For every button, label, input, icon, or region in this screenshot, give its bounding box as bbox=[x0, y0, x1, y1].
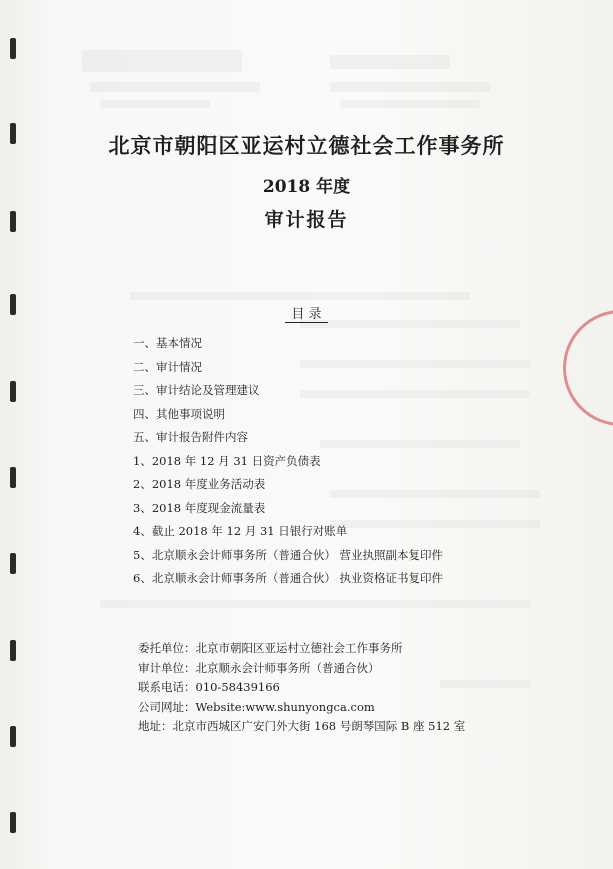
bleed-through-block bbox=[340, 100, 480, 108]
bleed-through-block bbox=[100, 600, 530, 608]
binding-hole bbox=[10, 467, 16, 488]
toc-item: 4、截止 2018 年 12 月 31 日银行对账单 bbox=[133, 524, 348, 538]
binding-hole bbox=[10, 553, 16, 574]
official-seal bbox=[563, 310, 613, 426]
client-line: 委托单位：北京市朝阳区亚运村立德社会工作事务所 bbox=[138, 641, 403, 655]
contact-info bbox=[138, 640, 465, 738]
firm-name-title: 北京市朝阳区亚运村立德社会工作事务所 bbox=[108, 133, 505, 158]
toc-item: 3、2018 年度现金流量表 bbox=[133, 500, 266, 515]
binding-hole bbox=[10, 381, 16, 402]
toc-item: 一、基本情况 bbox=[133, 336, 202, 350]
website-line: 公司网址：Website:www.shunyongca.com bbox=[138, 699, 375, 714]
toc-item: 五、审计报告附件内容 bbox=[133, 430, 248, 444]
phone-line: 联系电话：010-58439166 bbox=[138, 680, 280, 694]
auditor-line: 审计单位：北京顺永会计师事务所（普通合伙） bbox=[138, 660, 380, 675]
toc-item: 三、审计结论及管理建议 bbox=[133, 383, 260, 397]
toc-item: 5、北京顺永会计师事务所（普通合伙） 营业执照副本复印件 bbox=[133, 547, 443, 562]
toc-item: 6、北京顺永会计师事务所（普通合伙） 执业资格证书复印件 bbox=[133, 571, 443, 585]
bleed-through-block bbox=[100, 100, 210, 108]
report-year: 2018 年度 bbox=[262, 177, 351, 197]
bleed-through-block bbox=[130, 292, 470, 300]
toc-heading-text: 目 录 bbox=[285, 307, 327, 323]
toc-item: 2、2018 年度业务活动表 bbox=[133, 477, 266, 491]
toc-item: 二、审计情况 bbox=[133, 359, 202, 374]
bleed-through-block bbox=[330, 55, 450, 69]
bleed-through-block bbox=[330, 82, 490, 92]
binding-hole bbox=[10, 640, 16, 661]
report-title: 审计报告 bbox=[264, 209, 349, 231]
binding-hole bbox=[10, 726, 16, 747]
toc-item: 1、2018 年 12 月 31 日资产负债表 bbox=[133, 453, 321, 468]
binding-hole bbox=[10, 812, 16, 833]
toc-item: 四、其他事项说明 bbox=[133, 406, 225, 421]
binding-hole bbox=[10, 38, 16, 59]
address-line: 地址：北京市西城区广安门外大街 168 号朗琴国际 B 座 512 室 bbox=[138, 719, 466, 733]
toc-list bbox=[133, 335, 443, 594]
toc-heading bbox=[0, 303, 613, 322]
bleed-through-block bbox=[82, 50, 242, 72]
bleed-through-block bbox=[90, 82, 260, 92]
